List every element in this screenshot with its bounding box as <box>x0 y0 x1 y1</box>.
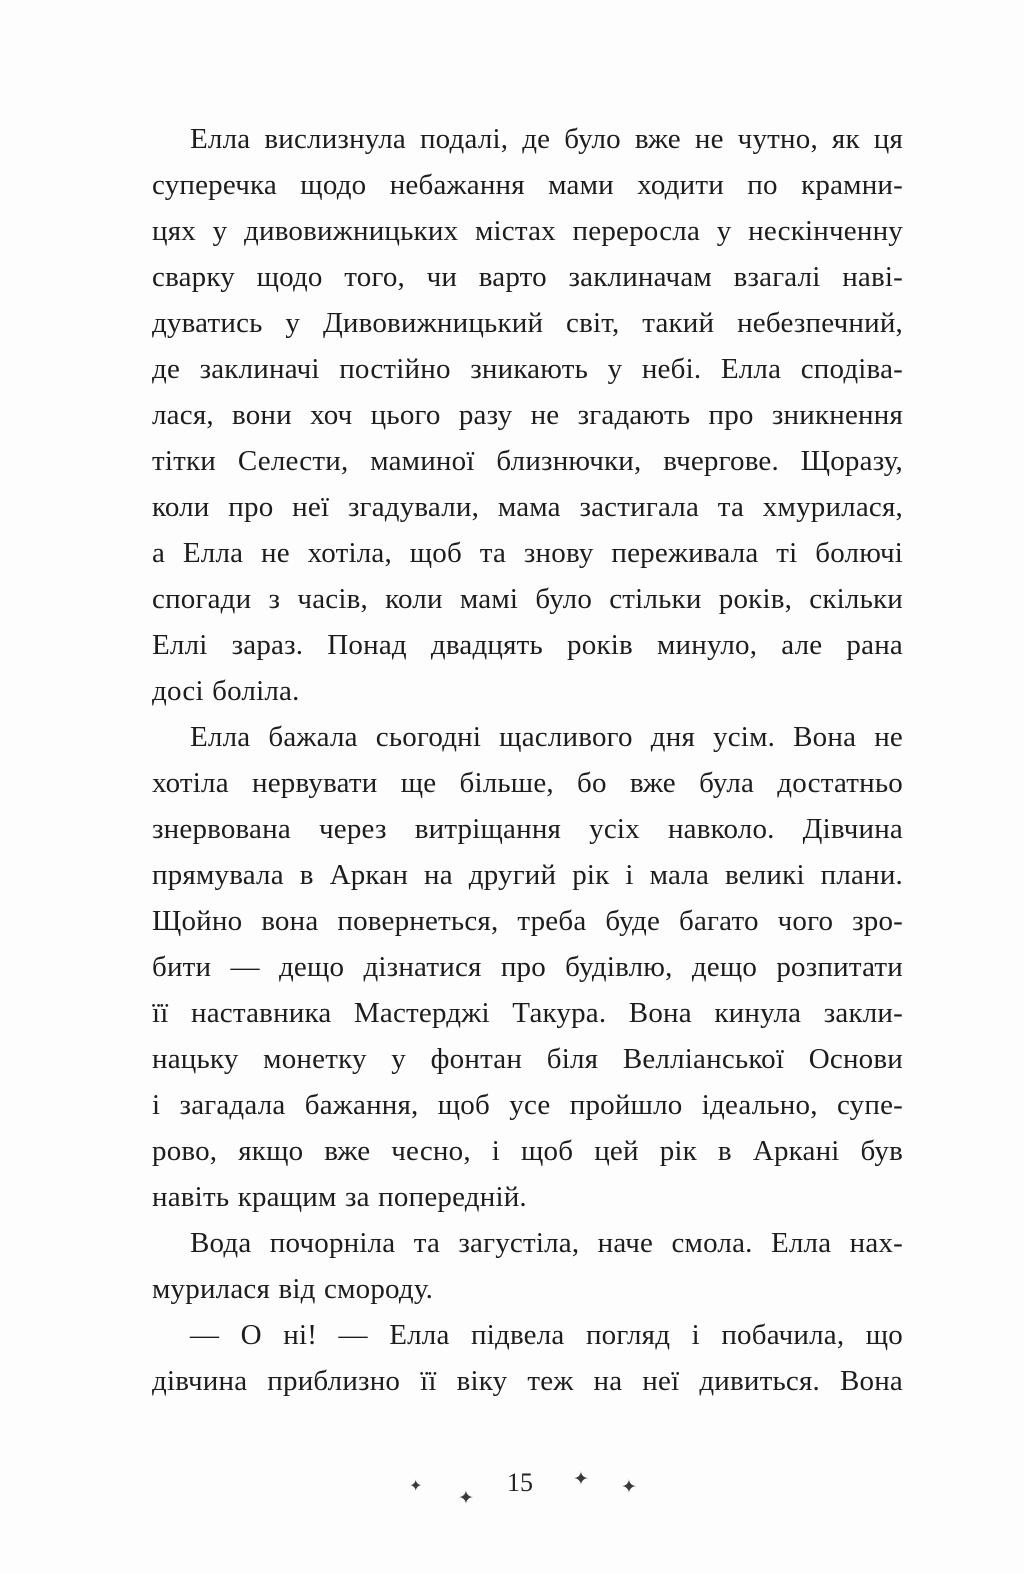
text-line: суперечка щодо небажання мами ходити по крамни- <box>152 169 903 201</box>
text-line: коли про неї згадували, мама застигала та хмурилася, <box>152 491 903 523</box>
text-line: Елла вислизнула подалі, де було вже не чутно, як ця <box>190 123 903 155</box>
text-line: Еллі зараз. Понад двадцять років минуло, але рана <box>152 629 903 661</box>
text-line: знервована через витріщання усіх навколо. Дівчина <box>152 813 903 845</box>
text-line: хотіла нервувати ще більше, бо вже була достатньо <box>152 767 903 799</box>
text-line: тітки Селести, маминої близнючки, вчергове. Щоразу, <box>152 445 903 477</box>
text-line: навіть кращим за попередній. <box>152 1181 527 1213</box>
sparkle-star-icon: ✦ <box>458 1488 474 1509</box>
text-line: дуватись у Дивовижницький світ, такий небезпечний, <box>152 307 903 339</box>
text-line: Щойно вона повернеться, треба буде багато чого зро- <box>152 905 903 937</box>
text-line: досі боліла. <box>152 675 300 707</box>
paragraph <box>152 116 903 714</box>
text-line: де заклиначі постійно зникають у небі. Елла сподіва- <box>152 353 903 385</box>
text-line: дівчина приблизно її віку теж на неї дивиться. Вона <box>152 1365 903 1397</box>
sparkle-star-icon: ✦ <box>409 1478 423 1495</box>
text-line: сварку щодо того, чи варто заклиначам взагалі наві- <box>152 261 903 293</box>
text-line: цях у дивовижницьких містах переросла у нескінченну <box>152 215 903 247</box>
page-footer <box>0 1458 1024 1518</box>
text-line: спогади з часів, коли мамі було стільки років, скільки <box>152 583 903 615</box>
text-line: Елла бажала сьогодні щасливого дня усім. Вона не <box>190 721 903 753</box>
text-line: прямувала в Аркан на другий рік і мала великі плани. <box>152 859 903 891</box>
paragraph <box>152 714 903 1220</box>
text-line: і загадала бажання, щоб усе пройшло ідеально, супе- <box>152 1089 903 1121</box>
text-line: — О ні! — Елла підвела погляд і побачила, що <box>190 1319 903 1351</box>
page-number: 15 <box>507 1468 533 1497</box>
text-line: її наставника Мастерджі Такура. Вона кинула закли- <box>152 997 903 1029</box>
text-line: нацьку монетку у фонтан біля Велліанської Основи <box>152 1043 903 1075</box>
text-line: Вода почорніла та загустіла, наче смола. Елла нах- <box>190 1227 903 1259</box>
text-line: а Елла не хотіла, щоб та знову переживала ті болючі <box>152 537 903 569</box>
paragraph <box>152 1220 903 1312</box>
text-block <box>152 116 903 1404</box>
text-line: бити — дещо дізнатися про будівлю, дещо розпитати <box>152 951 903 983</box>
text-line: мурилася від смороду. <box>152 1273 434 1305</box>
sparkle-star-icon: ✦ <box>573 1469 589 1490</box>
sparkle-star-icon: ✦ <box>621 1477 637 1498</box>
text-line: лася, вони хоч цього разу не згадають про зникнення <box>152 399 903 431</box>
paragraph <box>152 1312 903 1404</box>
text-line: рово, якщо вже чесно, і щоб цей рік в Аркані був <box>152 1135 903 1167</box>
